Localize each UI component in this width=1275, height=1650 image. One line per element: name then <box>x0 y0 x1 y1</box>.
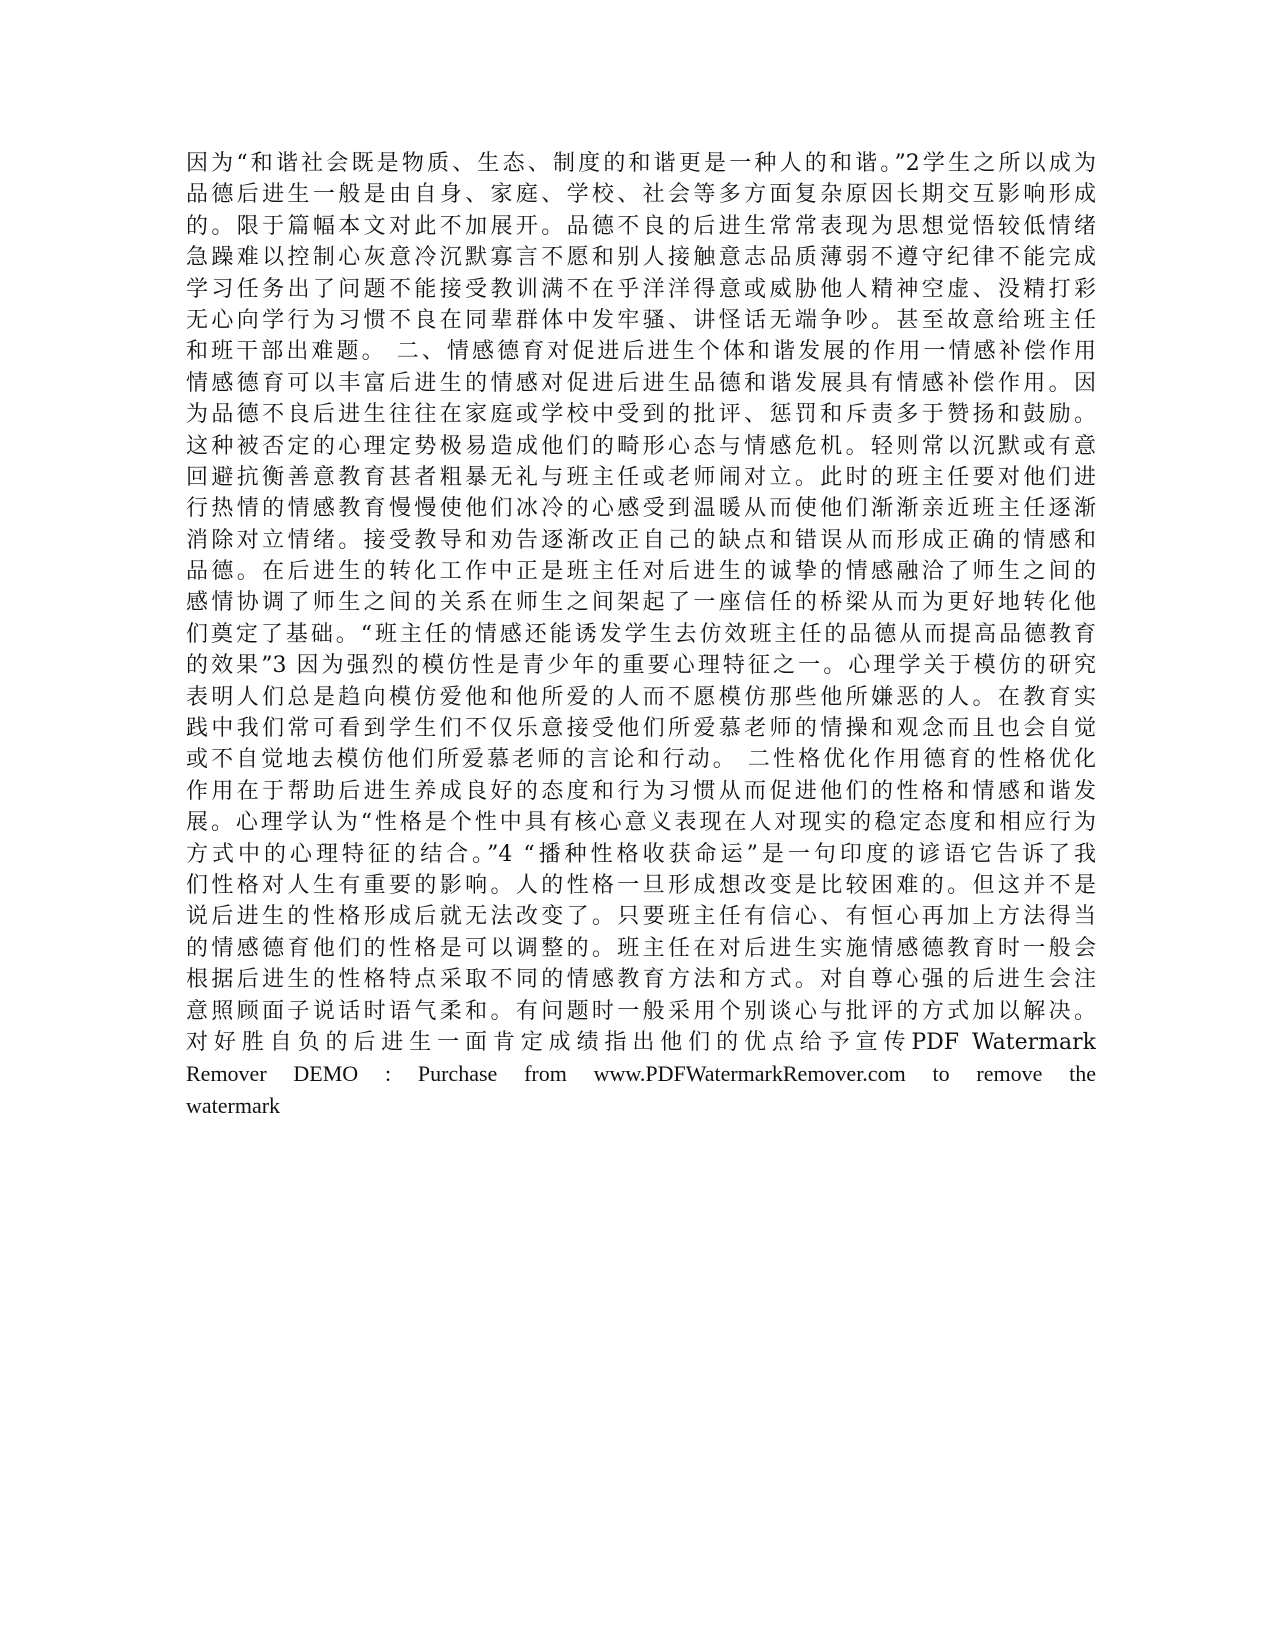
text-line-29: 对好胜自负的后进生一面肯定成绩指出他们的优点给予宣传PDF Watermark <box>186 1029 1096 1055</box>
text-line-26: 的情感德育他们的性格是可以调整的。班主任在对后进生实施情感德教育时一般会 <box>186 935 1096 961</box>
watermark-notice-end: watermark <box>186 1092 281 1118</box>
text-line-9: 为品德不良后进生往往在家庭或学校中受到的批评、惩罚和斥责多于赞扬和鼓励。 <box>186 402 1096 428</box>
text-line-28: 意照顾面子说话时语气柔和。有问题时一般采用个别谈心与批评的方式加以解决。 <box>186 998 1096 1024</box>
text-line-24: 们性格对人生有重要的影响。人的性格一旦形成想改变是比较困难的。但这并不是 <box>186 872 1096 898</box>
text-line-25: 说后进生的性格形成后就无法改变了。只要班主任有信心、有恒心再加上方法得当 <box>186 904 1096 930</box>
text-line-13: 消除对立情绪。接受教导和劝告逐渐改正自己的缺点和错误从而形成正确的情感和 <box>186 527 1096 553</box>
text-line-4: 急躁难以控制心灰意冷沉默寡言不愿和别人接触意志品质薄弱不遵守纪律不能完成 <box>186 245 1096 271</box>
text-line-5: 学习任务出了问题不能接受教训满不在乎洋洋得意或威胁他人精神空虚、没精打彩 <box>186 276 1096 302</box>
watermark-notice-line: Remover DEMO : Purchase from www.PDFWatermarkRemover.com to remove the <box>186 1061 1096 1087</box>
text-line-12: 行热情的情感教育慢慢使他们冰冷的心感受到温暖从而使他们渐渐亲近班主任逐渐 <box>186 496 1096 522</box>
text-line-8: 情感德育可以丰富后进生的情感对促进后进生品德和谐发展具有情感补偿作用。因 <box>186 370 1096 396</box>
text-line-18: 表明人们总是趋向模仿爱他和他所爱的人而不愿模仿那些他所嫌恶的人。在教育实 <box>186 684 1096 710</box>
text-line-1: 因为“和谐社会既是物质、生态、制度的和谐更是一种人的和谐。”2学生之所以成为 <box>186 151 1096 176</box>
body-text <box>186 148 1096 1121</box>
text-line-7: 和班干部出难题。 二、情感德育对促进后进生个体和谐发展的作用一情感补偿作用 <box>186 339 1096 365</box>
text-line-10: 这种被否定的心理定势极易造成他们的畸形心态与情感危机。轻则常以沉默或有意 <box>186 433 1096 459</box>
text-line-2: 品德后进生一般是由自身、家庭、学校、社会等多方面复杂原因长期交互影响形成 <box>186 182 1096 208</box>
text-line-11: 回避抗衡善意教育甚者粗暴无礼与班主任或老师闹对立。此时的班主任要对他们进 <box>186 464 1096 490</box>
text-line-3: 的。限于篇幅本文对此不加展开。品德不良的后进生常常表现为思想觉悟较低情绪 <box>186 213 1096 239</box>
text-line-23: 方式中的心理特征的结合。”4 “播种性格收获命运”是一句印度的谚语它告诉了我 <box>186 841 1096 867</box>
text-line-20: 或不自觉地去模仿他们所爱慕老师的言论和行动。 二性格优化作用德育的性格优化 <box>186 747 1096 773</box>
text-line-22: 展。心理学认为“性格是个性中具有核心意义表现在人对现实的稳定态度和相应行为 <box>186 810 1096 836</box>
text-line-21: 作用在于帮助后进生养成良好的态度和行为习惯从而促进他们的性格和情感和谐发 <box>186 778 1096 804</box>
text-line-15: 感情协调了师生之间的关系在师生之间架起了一座信任的桥梁从而为更好地转化他 <box>186 590 1096 616</box>
text-line-14: 品德。在后进生的转化工作中正是班主任对后进生的诚挚的情感融洽了师生之间的 <box>186 559 1096 585</box>
text-line-6: 无心向学行为习惯不良在同辈群体中发牢骚、讲怪话无端争吵。甚至故意给班主任 <box>186 307 1096 333</box>
text-line-17: 的效果”3 因为强烈的模仿性是青少年的重要心理特征之一。心理学关于模仿的研究 <box>186 653 1096 679</box>
text-line-27: 根据后进生的性格特点采取不同的情感教育方法和方式。对自尊心强的后进生会注 <box>186 967 1096 993</box>
text-line-19: 践中我们常可看到学生们不仅乐意接受他们所爱慕老师的情操和观念而且也会自觉 <box>186 716 1096 742</box>
text-line-16: 们奠定了基础。“班主任的情感还能诱发学生去仿效班主任的品德从而提高品德教育 <box>186 621 1096 647</box>
